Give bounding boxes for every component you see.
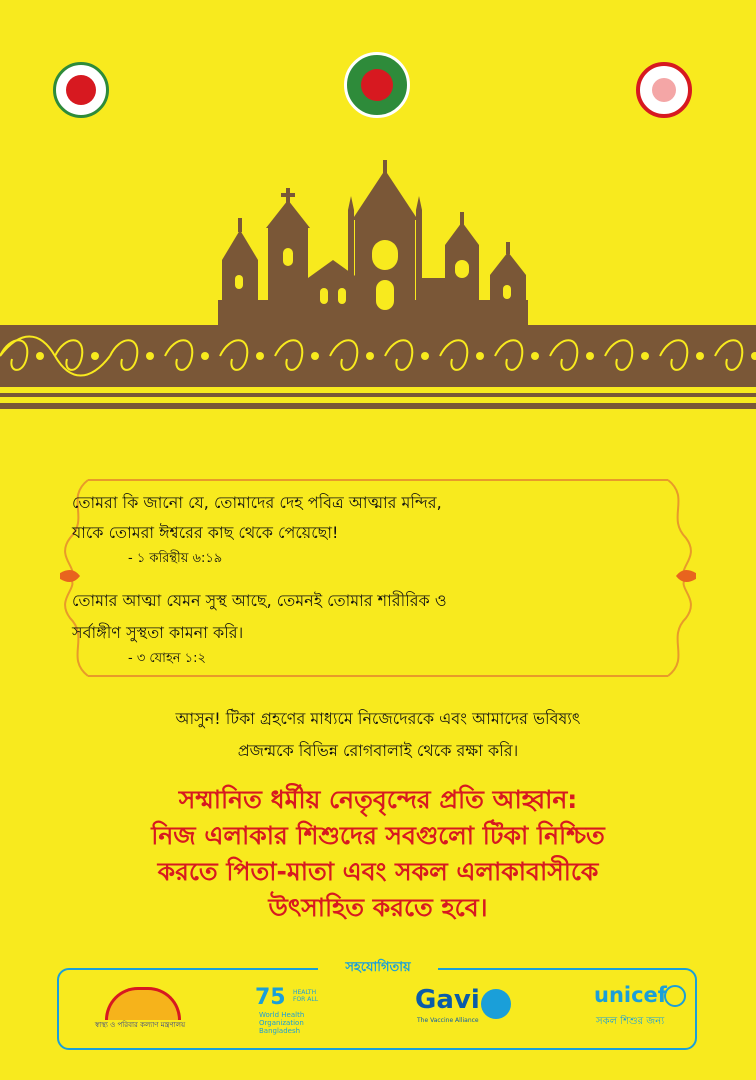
who-country: Bangladesh: [259, 1027, 301, 1035]
call-line-2: নিজ এলাকার শিশুদের সবগুলো টিকা নিশ্চিত: [151, 821, 605, 850]
gavi-logo: [415, 985, 520, 1035]
unicef-globe-icon: [664, 985, 686, 1007]
quote-1-reference: - ১ করিন্থীয় ৬:১৯: [128, 551, 223, 566]
call-line-3: করতে পিতা-মাতা এবং সকল এলাকাবাসীকে: [157, 857, 599, 886]
church-silhouette: [0, 160, 756, 330]
ministry-sun-icon: [105, 987, 181, 1020]
gavi-globe-icon: [481, 989, 511, 1019]
ornament-band: [0, 325, 756, 415]
call-line-1: সম্মানিত ধর্মীয় নেতৃবৃন্দের প্রতি আহ্বান:: [178, 785, 578, 814]
government-seal-logo: [344, 52, 410, 118]
who-75-number: 75: [255, 985, 286, 1010]
sponsor-title: সহযোগিতায়: [318, 958, 438, 979]
quote-2-line-1: তোমার আত্মা যেমন সুস্থ আছে, তেমনই তোমার শারীরিক ও: [72, 591, 447, 610]
epi-logo: [636, 62, 692, 118]
quote-2-line-2: সর্বাঙ্গীণ সুস্থতা কামনা করি।: [72, 623, 244, 642]
ministry-name: স্বাস্থ্য ও পরিবার কল্যাণ মন্ত্রণালয়: [94, 1021, 186, 1029]
unicef-logo: [594, 983, 694, 1033]
who-name: World Health Organization: [259, 1011, 305, 1027]
gavi-wordmark: Gavi: [415, 985, 480, 1015]
unicef-subtitle: সকল শিশুর জন্য: [596, 1016, 665, 1027]
quote-2-reference: - ৩ যোহন ১:২: [128, 651, 206, 666]
call-line-4: উৎসাহিত করতে হবে।: [268, 893, 488, 922]
quote-1-line-1: তোমরা কি জানো যে, তোমাদের দেহ পবিত্র আত্মার মন্দির,: [72, 493, 442, 512]
who-logo: [255, 985, 325, 1045]
appeal-line-2: প্রজন্মকে বিভিন্ন রোগবালাই থেকে রক্ষা করি।: [237, 741, 519, 760]
who-tagline: HEALTH FOR ALL: [293, 989, 319, 1003]
appeal-line-1: আসুন! টিকা গ্রহণের মাধ্যমে নিজেদেরকে এবং আমাদের ভবিষ্যৎ: [175, 709, 581, 728]
health-ministry-logo: [53, 62, 109, 118]
quote-1-line-2: যাকে তোমরা ঈশ্বরের কাছ থেকে পেয়েছো!: [72, 523, 339, 542]
ministry-logo: [85, 985, 195, 1035]
gavi-subtitle: The Vaccine Alliance: [417, 1017, 479, 1024]
unicef-wordmark: unicef: [594, 983, 667, 1007]
